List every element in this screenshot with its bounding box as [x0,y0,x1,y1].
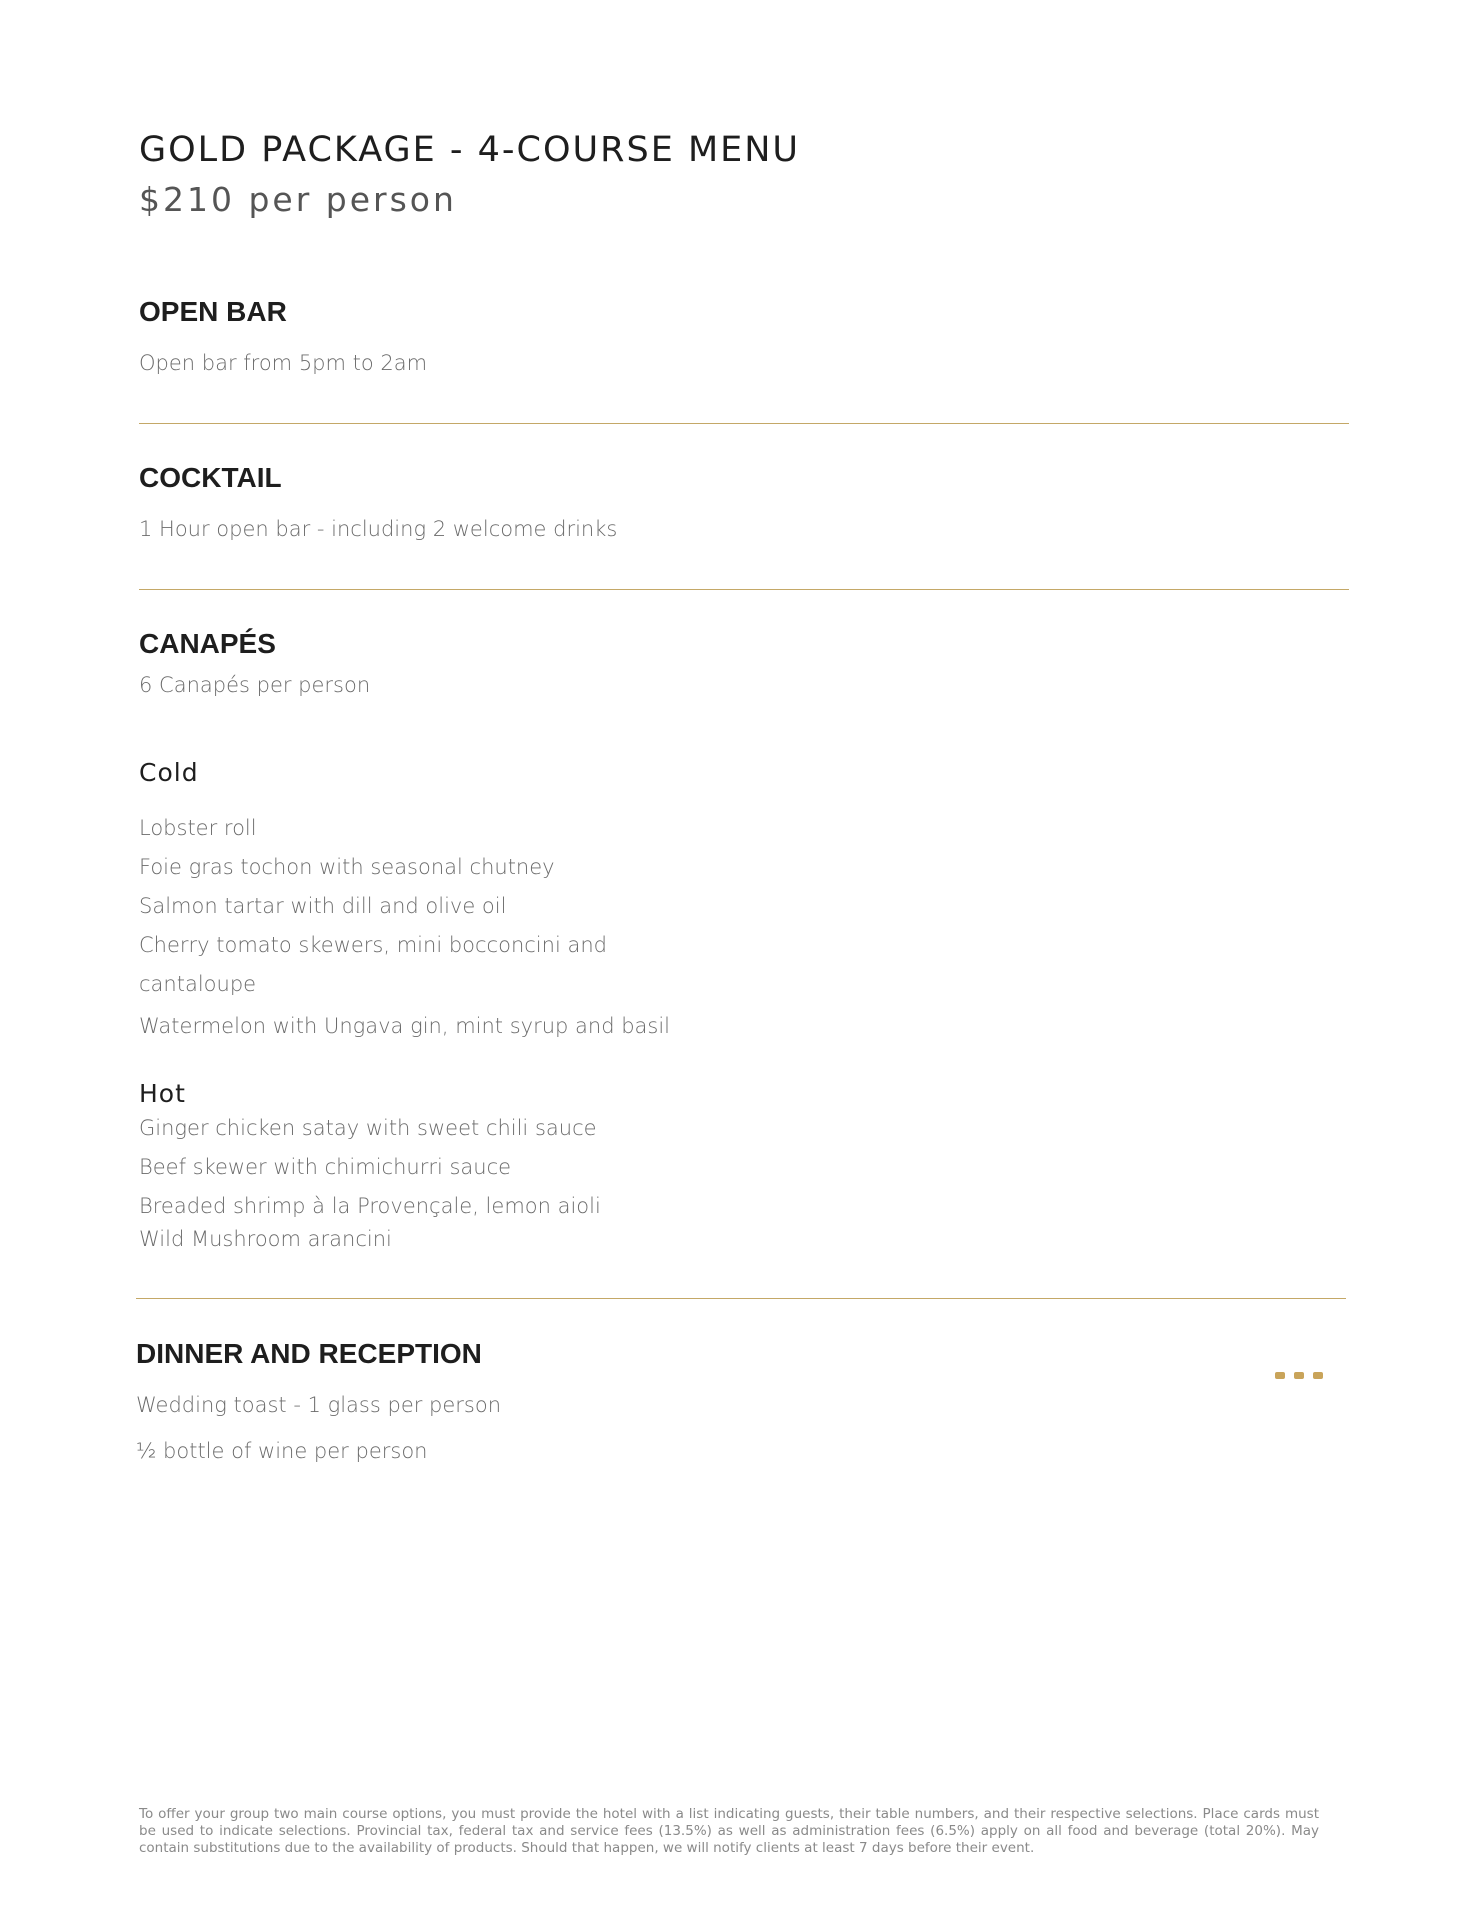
cold-item: Cherry tomato skewers, mini bocconcini and [139,933,607,957]
cold-item: cantaloupe [139,972,257,996]
footer-notes: To offer your group two main course options, you must provide the hotel with a list indicating guests, their table numbers, and their respective selections. Place cards must be used to indicate selections. Provincial tax, federal tax and service fees (13.5%) as well as administration fees (6.5%) apply on all food and beverage (total 20%). May contain substitutions due to the availability of products. Should that happen, we will notify clients at least 7 days before their event. [139,1806,1319,1856]
cold-item: Foie gras tochon with seasonal chutney [139,855,555,879]
hot-item: Ginger chicken satay with sweet chili sauce [139,1116,597,1140]
cocktail-text: 1 Hour open bar - including 2 welcome drinks [139,517,618,541]
section-divider [136,1298,1346,1299]
cold-subheading: Cold [139,758,199,787]
price-per-person: $210 per person [139,180,457,219]
section-divider [139,423,1349,424]
more-dots-icon [1275,1372,1323,1379]
dinner-item: ½ bottle of wine per person [136,1439,428,1463]
hot-item: Breaded shrimp à la Provençale, lemon aioli [139,1194,601,1218]
dot [1275,1372,1285,1379]
hot-item: Beef skewer with chimichurri sauce [139,1155,512,1179]
open-bar-text: Open bar from 5pm to 2am [139,351,428,375]
dot [1294,1372,1304,1379]
cold-item: Lobster roll [139,816,257,840]
cocktail-heading: COCKTAIL [139,462,282,493]
cold-item: Salmon tartar with dill and olive oil [139,894,507,918]
dinner-item: Wedding toast - 1 glass per person [136,1393,502,1417]
page-title: GOLD PACKAGE - 4-COURSE MENU [139,130,801,170]
open-bar-heading: OPEN BAR [139,296,287,327]
dot [1313,1372,1323,1379]
cold-item: Watermelon with Ungava gin, mint syrup and basil [139,1014,671,1038]
hot-item: Wild Mushroom arancini [139,1227,392,1251]
canapes-text: 6 Canapés per person [139,673,371,697]
dinner-heading: DINNER AND RECEPTION [136,1338,482,1369]
canapes-heading: CANAPÉS [139,628,276,659]
hot-subheading: Hot [139,1079,186,1108]
section-divider [139,589,1349,590]
